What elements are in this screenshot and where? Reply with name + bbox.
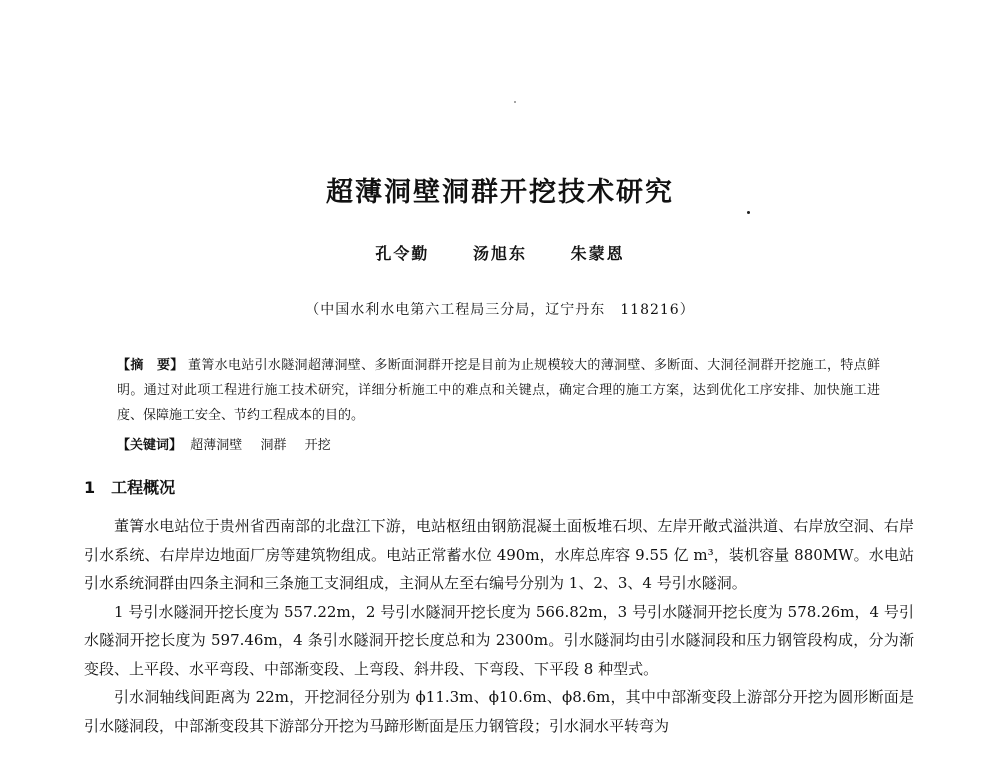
abstract — [117, 353, 880, 428]
author-name: 朱蒙恩 — [570, 244, 625, 263]
author-list — [0, 241, 1000, 264]
section-body — [84, 512, 914, 740]
keyword: 洞群 — [260, 438, 287, 453]
scan-speck — [747, 211, 750, 214]
keywords-label: 【关键词】 — [117, 438, 183, 453]
abstract-text: 董箐水电站引水隧洞超薄洞壁、多断面洞群开挖是目前为止规模较大的薄洞壁、多断面、大洞径洞群开挖施工，特点鲜明。通过对此项工程进行施工技术研究，详细分析施工中的难点和关键点，确定合理的施工方案，达到优化工序安排、加快施工进度、保障施工安全、节约工程成本的目的。 — [117, 358, 880, 423]
section-number: 1 — [84, 478, 96, 497]
section-title: 工程概况 — [111, 478, 176, 497]
author-name: 汤旭东 — [472, 244, 527, 263]
abstract-label: 【摘 要】 — [117, 358, 184, 373]
keywords — [117, 433, 880, 458]
section-heading — [84, 475, 175, 498]
author-name: 孔令勤 — [375, 244, 430, 263]
author-affiliation: （中国水利水电第六工程局三分局，辽宁丹东 118216） — [305, 302, 695, 318]
keyword: 超薄洞壁 — [190, 438, 243, 453]
paper-title: 超薄洞壁洞群开挖技术研究 — [326, 177, 674, 208]
scan-speck — [514, 101, 516, 103]
body-paragraph: 董箐水电站位于贵州省西南部的北盘江下游，电站枢纽由钢筋混凝土面板堆石坝、左岸开敞式溢洪道、右岸放空洞、右岸引水系统、右岸岸边地面厂房等建筑物组成。电站正常蓄水位 490m，水库总库容 9.55 亿 m³，装机容量 880MW。水电站引水系统洞群由四条主洞和三条施工支洞组成，主洞从左至右编号分别为 1、2、3、4 号引水隧洞。 — [84, 517, 914, 592]
keyword: 开挖 — [304, 438, 331, 453]
body-paragraph: 引水洞轴线间距离为 22m，开挖洞径分别为 ϕ11.3m、ϕ10.6m、ϕ8.6m，其中中部渐变段上游部分开挖为圆形断面是引水隧洞段，中部渐变段其下游部分开挖为马蹄形断面是压力钢管段；引水洞水平转弯为 — [84, 688, 914, 735]
body-paragraph: 1 号引水隧洞开挖长度为 557.22m，2 号引水隧洞开挖长度为 566.82m，3 号引水隧洞开挖长度为 578.26m，4 号引水隧洞开挖长度为 597.46m，4 条引水隧洞开挖长度总和为 2300m。引水隧洞均由引水隧洞段和压力钢管段构成，分为渐变段、上平段、水平弯段、中部渐变段、上弯段、斜井段、下弯段、下平段 8 种型式。 — [84, 602, 914, 678]
